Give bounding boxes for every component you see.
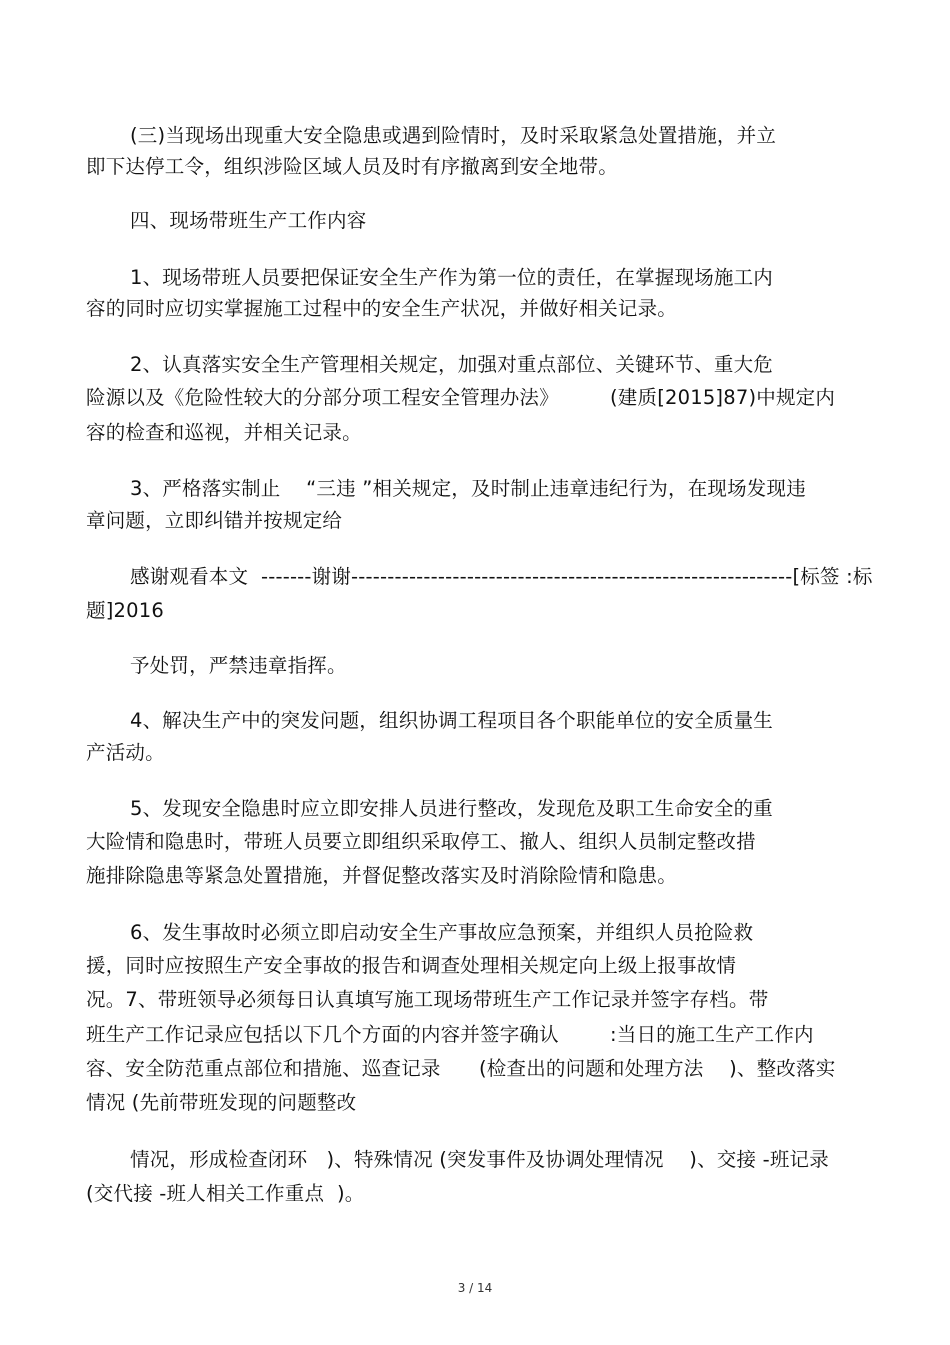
text-line: 5、发现安全隐患时应立即安排人员进行整改，发现危及职工生命安全的重 xyxy=(130,797,774,820)
watermark-text-line: 题]2016 xyxy=(86,599,164,622)
text-line: 情况，形成检查闭环 )、特殊情况 (突发事件及协调处理情况 )、交接 -班记录 xyxy=(130,1148,829,1171)
text-line: 容、安全防范重点部位和措施、巡查记录 (检查出的问题和处理方法 )、整改落实 xyxy=(86,1057,836,1080)
text-line: 容的检查和巡视，并相关记录。 xyxy=(86,421,362,444)
text-line: 大险情和隐患时，带班人员要立即组织采取停工、撤人、组织人员制定整改措 xyxy=(86,830,756,853)
text-line: 险源以及《危险性较大的分部分项工程安全管理办法》 (建质[2015]87)中规定内 xyxy=(86,386,836,409)
text-line: (三)当现场出现重大安全隐患或遇到险情时，及时采取紧急处置措施，并立 xyxy=(130,124,777,147)
text-line: 1、现场带班人员要把保证安全生产作为第一位的责任，在掌握现场施工内 xyxy=(130,266,774,289)
text-line: 章问题，立即纠错并按规定给 xyxy=(86,509,343,532)
text-line: 4、解决生产中的突发问题，组织协调工程项目各个职能单位的安全质量生 xyxy=(130,709,774,732)
text-line: 况。7、带班领导必须每日认真填写施工现场带班生产工作记录并签字存档。带 xyxy=(86,988,769,1011)
text-line: 班生产工作记录应包括以下几个方面的内容并签字确认 :当日的施工生产工作内 xyxy=(86,1023,814,1046)
text-line: 予处罚，严禁违章指挥。 xyxy=(130,654,347,677)
text-line: 即下达停工令，组织涉险区域人员及时有序撤离到安全地带。 xyxy=(86,155,618,178)
text-line: 援，同时应按照生产安全事故的报告和调查处理相关规定向上级上报事故情 xyxy=(86,954,737,977)
page-indicator: 3 / 14 xyxy=(457,1281,493,1295)
text-line: 3、严格落实制止 “三违 ”相关规定，及时制止违章违纪行为，在现场发现违 xyxy=(130,477,806,500)
text-line: 情况 (先前带班发现的问题整改 xyxy=(86,1091,357,1114)
text-line: 产活动。 xyxy=(86,741,165,764)
text-line: 施排除隐患等紧急处置措施，并督促整改落实及时消除险情和隐患。 xyxy=(86,864,678,887)
text-line: 6、发生事故时必须立即启动安全生产事故应急预案，并组织人员抢险救 xyxy=(130,921,754,944)
section-heading: 四、现场带班生产工作内容 xyxy=(130,209,367,232)
text-line: 2、认真落实安全生产管理相关规定，加强对重点部位、关键环节、重大危 xyxy=(130,353,774,376)
watermark-text-line: 感谢观看本文 -------谢谢-------------------------------------------------------------[标签 :标 xyxy=(130,565,873,588)
text-line: (交代接 -班人相关工作重点 )。 xyxy=(86,1182,365,1205)
text-line: 容的同时应切实掌握施工过程中的安全生产状况，并做好相关记录。 xyxy=(86,297,678,320)
